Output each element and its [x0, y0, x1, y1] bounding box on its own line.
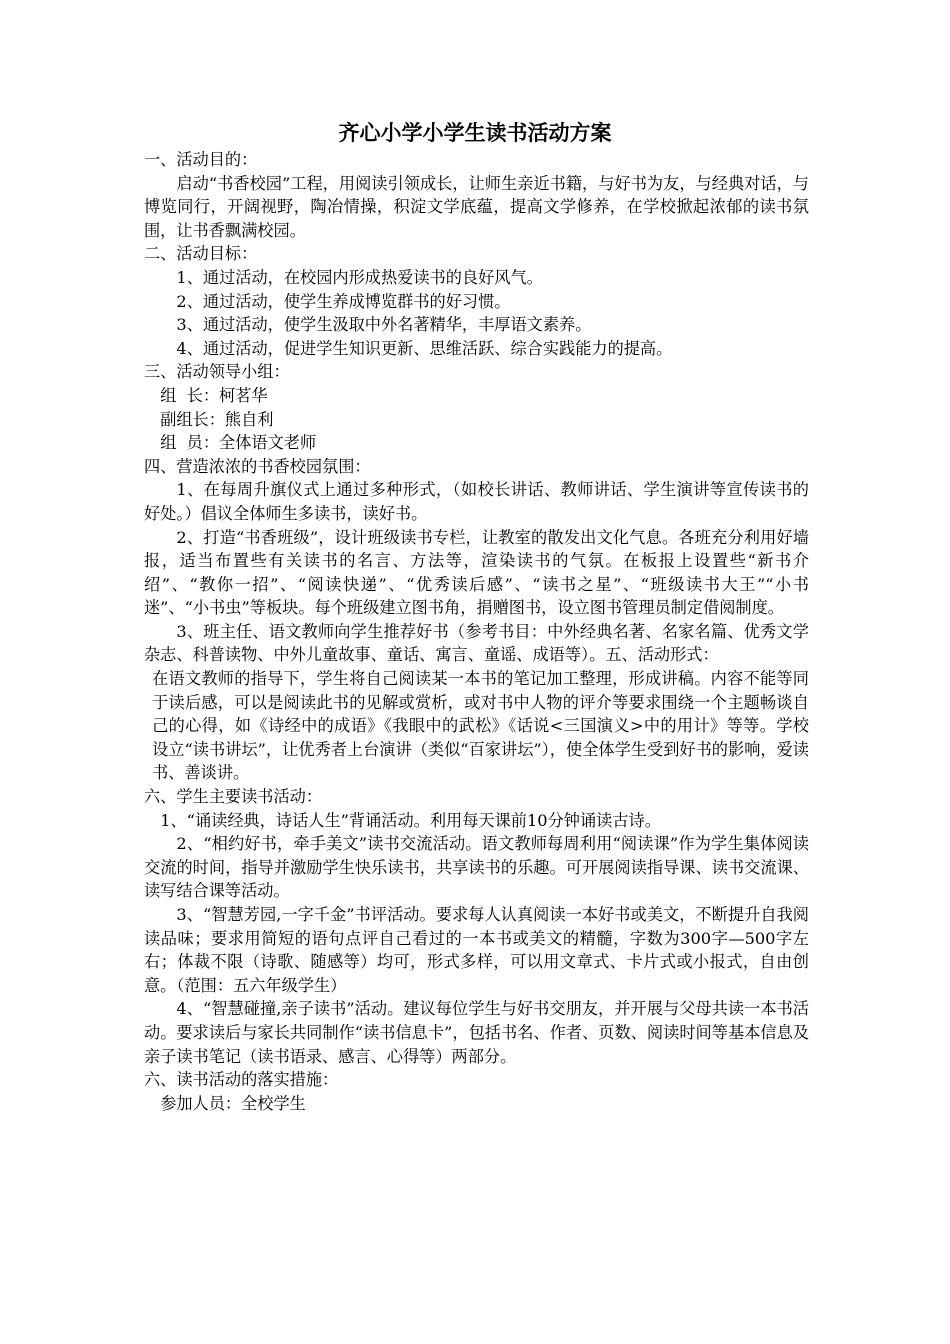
atmosphere-item-1: 1、在每周升旗仪式上通过多种形式，（如校长讲话、教师讲话、学生演讲等宣传读书的好处。）倡议全体师生多读书，读好书。	[144, 480, 809, 523]
paragraph-purpose: 启动“书香校园”工程，用阅读引领成长，让师生亲近书籍，与好书为友，与经典对话，与博览同行，开阔视野，陶冶情操，积淀文学底蕴，提高文学修养，在学校掀起浓郁的读书氛围，让书香飘满校园。	[144, 173, 809, 240]
section-heading-purpose: 一、活动目的：	[144, 150, 258, 169]
deputy-leader-line: 副组长：熊自利	[160, 409, 274, 429]
atmosphere-item-2: 2、打造“书香班级”，设计班级读书专栏，让教室的散发出文化气息。各班充分利用好墙报，适当布置些有关读书的名言、方法等，渲染读书的气氛。在板报上设置些“新书介绍”、“教你一招”、“阅读快递”、“优秀读后感”、“读书之星”、“班级读书大王”“小书迷”、“小书虫”等板块。每个班级建立图书角，捐赠图书，设立图书管理员制定借阅制度。	[144, 527, 809, 618]
section-heading-atmosphere: 四、营造浓浓的书香校园氛围：	[144, 456, 371, 476]
goal-item-2: 2、通过活动，使学生养成博览群书的好习惯。	[176, 291, 511, 311]
activity-item-3: 3、“智慧芳园,一字千金”书评活动。要求每人认真阅读一本好书或美文，不断提升自我阅读品味；要求用简短的语句点评自己看过的一本书或美文的精髓，字数为300字—500字左右；体裁不限（诗歌、随感等）均可，形式多样，可以用文章式、卡片式或小报式，自由创意。（范围：五六年级学生）	[144, 905, 809, 995]
paragraph-activity-form: 在语文教师的指导下，学生将自己阅读某一本书的笔记加工整理，形成讲稿。内容不能等同于读后感，可以是阅读此书的见解或赏析，或对书中人物的评介等要求围绕一个主题畅谈自己的心得，如《诗经中的成语》《我眼中的武松》《话说<三国演义>中的用计》等等。学校设立“读书讲坛”，让优秀者上台演讲（类似“百家讲坛”），使全体学生受到好书的影响，爱读书、善谈讲。	[152, 669, 809, 783]
document-body	[144, 148, 809, 1115]
section-heading-measures: 六、读书活动的落实措施：	[144, 1070, 339, 1090]
goal-item-4: 4、通过活动，促进学生知识更新、思维活跃、综合实践能力的提高。	[176, 338, 673, 358]
section-heading-leadership: 三、活动领导小组：	[144, 362, 290, 382]
activity-item-1: 1、“诵读经典，诗话人生”背诵活动。利用每天课前10分钟诵读古诗。	[160, 810, 661, 830]
activity-item-4: 4、“智慧碰撞,亲子读书”活动。建议每位学生与好书交朋友，并开展与父母共读一本书活动。要求读后与家长共同制作“读书信息卡”，包括书名、作者、页数、阅读时间等基本信息及亲子读书笔记（读书语录、感言、心得等）两部分。	[144, 999, 809, 1066]
participants-line: 参加人员：全校学生	[160, 1093, 306, 1113]
section-heading-reading-activities: 六、学生主要读书活动：	[144, 787, 323, 807]
leader-line: 组 长：柯茗华	[160, 385, 268, 405]
document-title: 齐心小学小学生读书活动方案	[338, 121, 612, 145]
activity-item-2: 2、“相约好书，牵手美文”读书交流活动。语文教师每周利用“阅读课”作为学生集体阅读交流的时间，指导并激励学生快乐读书，共享读书的乐趣。可开展阅读指导课、读书交流课、读写结合课等活动。	[144, 834, 809, 901]
goal-item-3: 3、通过活动，使学生汲取中外名著精华，丰厚语文素养。	[176, 315, 592, 335]
goal-item-1: 1、通过活动，在校园内形成热爱读书的良好风气。	[176, 267, 543, 287]
section-heading-goals: 二、活动目标：	[144, 244, 258, 264]
atmosphere-item-3: 3、班主任、语文教师向学生推荐好书（参考书目：中外经典名著、名家名篇、优秀文学杂志、科普读物、中外儿童故事、童话、寓言、童谣、成语等）。五、活动形式：	[144, 621, 809, 665]
members-line: 组 员：全体语文老师	[160, 433, 317, 453]
